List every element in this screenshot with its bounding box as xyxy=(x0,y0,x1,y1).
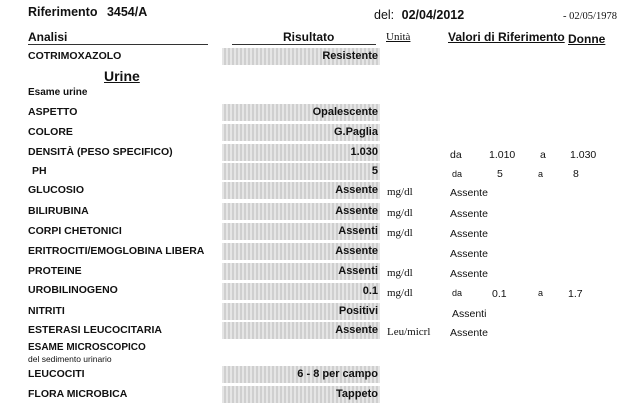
ref-a: a xyxy=(540,149,546,161)
row-result: 0.1 xyxy=(362,285,378,297)
ref-max: 1.7 xyxy=(568,288,583,300)
date-value: 02/04/2012 xyxy=(401,8,465,22)
row-label: PH xyxy=(32,165,47,177)
micro-subtitle: del sedimento urinario xyxy=(28,354,112,364)
row-result: Assente xyxy=(335,184,378,196)
row-result: Assente xyxy=(335,324,378,336)
micro-title: ESAME MICROSCOPICO xyxy=(28,342,146,353)
row-result: 6 - 8 per campo xyxy=(297,368,378,380)
reference-number: 3454/A xyxy=(106,5,148,19)
ref-value: Assenti xyxy=(452,308,487,320)
date-label xyxy=(374,8,464,22)
row-label: GLUCOSIO xyxy=(28,184,85,196)
row-label: CORPI CHETONICI xyxy=(28,225,122,237)
row-label: UROBILINOGENO xyxy=(28,284,118,296)
col-donne: Donne xyxy=(568,32,606,46)
ref-value: Assente xyxy=(450,187,488,199)
subsection-title: Esame urine xyxy=(28,87,88,98)
row-unit: Leu/micrl xyxy=(387,326,431,338)
birth-date: - 02/05/1978 xyxy=(563,11,617,22)
rule-analisi xyxy=(28,44,208,45)
ref-max: 8 xyxy=(573,168,579,180)
result-shade xyxy=(222,163,380,180)
row-result: Assente xyxy=(335,245,378,257)
date-label-text: del: xyxy=(374,8,395,22)
row-label: FLORA MICROBICA xyxy=(28,388,128,400)
ref-da: da xyxy=(450,149,462,161)
row-unit: mg/dl xyxy=(387,227,413,239)
row-result: Positivi xyxy=(338,305,378,317)
ref-min: 5 xyxy=(497,168,503,180)
row-result: G.Paglia xyxy=(333,126,378,138)
col-unita: Unità xyxy=(386,31,411,43)
ref-value: Assente xyxy=(450,228,488,240)
row-label: DENSITÀ (PESO SPECIFICO) xyxy=(28,146,173,158)
result-shade xyxy=(222,283,380,300)
row-label: PROTEINE xyxy=(28,265,82,277)
reference-label-text: Riferimento xyxy=(28,5,98,19)
row-unit: mg/dl xyxy=(387,186,413,198)
row-result: Assenti xyxy=(338,265,378,277)
ref-value: Assente xyxy=(450,208,488,220)
row-label: LEUCOCITI xyxy=(28,368,85,380)
ref-min: 0.1 xyxy=(492,288,507,300)
ref-da: da xyxy=(452,288,463,298)
rule-risultato xyxy=(232,44,376,45)
ref-value: Assente xyxy=(450,248,488,260)
col-valori: Valori di Riferimento xyxy=(448,30,565,44)
row-result: 1.030 xyxy=(350,146,378,158)
row-unit: mg/dl xyxy=(387,267,413,279)
reference-label xyxy=(28,5,147,19)
row-label: ESTERASI LEUCOCITARIA xyxy=(28,324,162,336)
row-result: Assente xyxy=(335,205,378,217)
row-result: 5 xyxy=(371,165,378,177)
section-title: Urine xyxy=(104,68,140,84)
ref-min: 1.010 xyxy=(489,149,516,161)
row-result: Assenti xyxy=(338,225,378,237)
ref-a: a xyxy=(538,169,544,179)
row-result: Resistente xyxy=(322,50,378,62)
row-label: NITRITI xyxy=(28,305,65,317)
row-label: BILIRUBINA xyxy=(28,205,89,217)
row-unit: mg/dl xyxy=(387,207,413,219)
row-unit: mg/dl xyxy=(387,287,413,299)
ref-da: da xyxy=(452,169,463,179)
ref-value: Assente xyxy=(450,268,488,280)
row-label: COLORE xyxy=(28,126,73,138)
col-analisi: Analisi xyxy=(28,30,68,44)
row-result: Opalescente xyxy=(312,106,378,118)
row-label: ASPETTO xyxy=(28,106,78,118)
ref-a: a xyxy=(538,288,544,298)
ref-value: Assente xyxy=(450,327,488,339)
row-label: ERITROCITI/EMOGLOBINA LIBERA xyxy=(28,245,205,257)
row-result: Tappeto xyxy=(336,388,378,400)
ref-max: 1.030 xyxy=(570,149,597,161)
row-label: COTRIMOXAZOLO xyxy=(28,50,122,62)
col-risultato: Risultato xyxy=(283,30,335,44)
